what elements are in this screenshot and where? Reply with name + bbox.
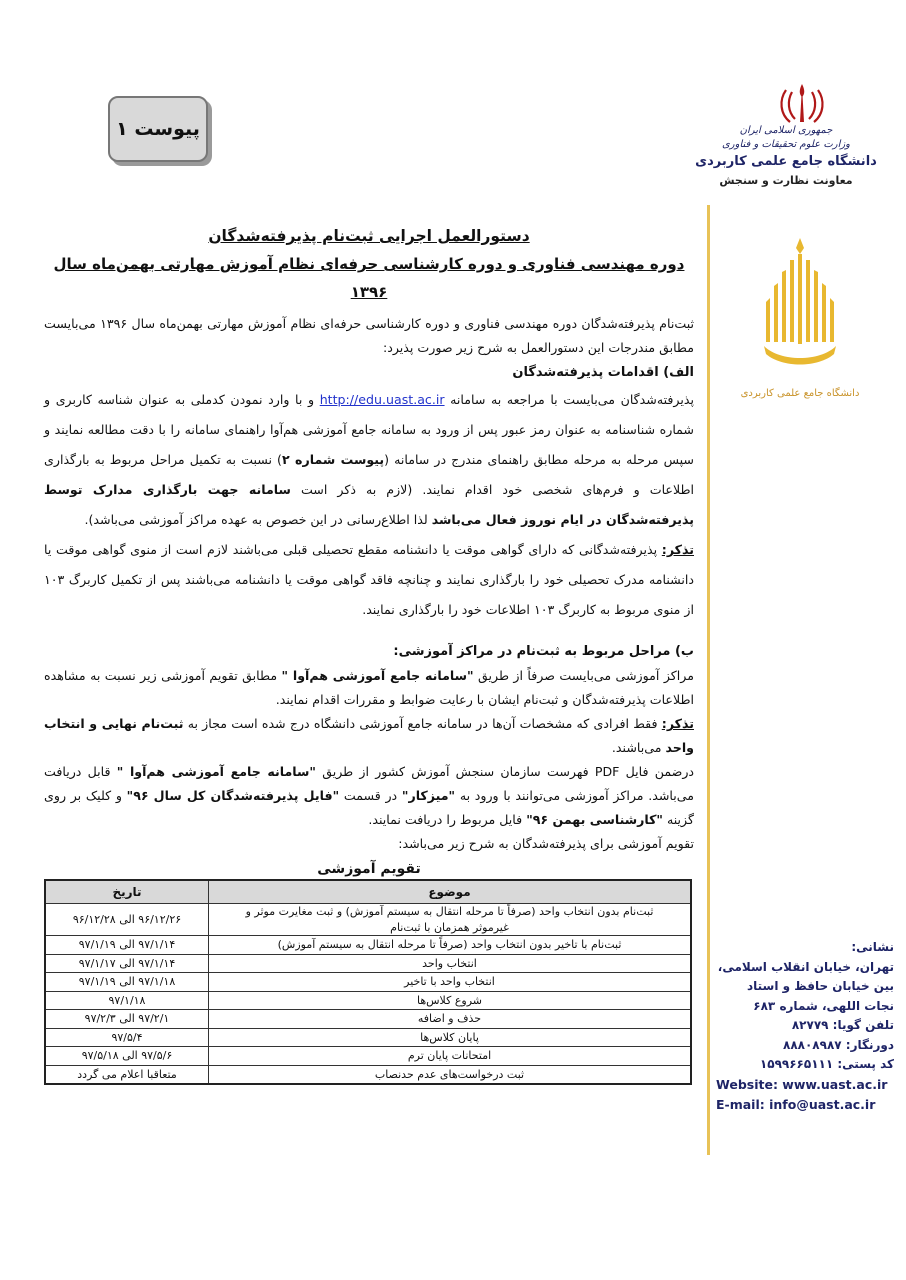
section-b-paragraph-1 xyxy=(44,664,694,712)
phone: تلفن گویا: ۸۲۷۷۹ xyxy=(791,1018,894,1032)
table-row xyxy=(45,1028,691,1047)
edu-portal-link[interactable]: http://edu.uast.ac.ir xyxy=(319,392,445,407)
section-b-paragraph-2 xyxy=(44,760,694,832)
text-run: فایل مربوط را دریافت نمایند. xyxy=(368,812,523,827)
date-cell: ۹۶/۱۲/۲۶ الی ۹۶/۱۲/۲۸ xyxy=(45,904,209,936)
date-cell: ۹۷/۲/۱ الی ۹۷/۲/۳ xyxy=(45,1010,209,1029)
date-cell: متعاقبا اعلام می گردد xyxy=(45,1065,209,1084)
bold-run: سامانه جهت بارگذاری مدارک توسط پذیرفته‌شدگان در ایام نوروز فعال می‌باشد xyxy=(44,482,694,527)
iran-emblem-icon xyxy=(776,82,828,128)
date-cell: ۹۷/۵/۴ xyxy=(45,1028,209,1047)
ministry-line: وزارت علوم تحقیقات و فناوری xyxy=(721,139,851,150)
subject-cell: شروع کلاس‌ها xyxy=(209,991,692,1010)
bold-run: "سامانه جامع آموزشی هم‌آوا " xyxy=(281,668,474,683)
subject-cell: انتخاب واحد xyxy=(209,954,692,973)
text-run: مراکز آموزشی می‌بایست صرفاً از طریق xyxy=(478,668,694,683)
table-header-row xyxy=(45,880,691,904)
text-run: ) نسبت به تکمیل مراحل مربوط به بارگذاری اطلاعات و فرم‌های شخصی خود اقدام نمایند. (لازم به ذکر است xyxy=(44,452,694,497)
academic-calendar-table xyxy=(44,879,692,1085)
text-run: پذیرفته‌شدگان می‌بایست با مراجعه به سامانه xyxy=(450,392,694,407)
column-header-date: تاریخ xyxy=(45,880,209,904)
date-cell: ۹۷/۱/۱۴ الی ۹۷/۱/۱۹ xyxy=(45,936,209,955)
subject-cell: ثبت درخواست‌های عدم حدنصاب xyxy=(209,1065,692,1084)
text-run: و با وارد نمودن کدملی به عنوان شناسه کاربری و شماره شناسنامه به عنوان رمز عبور پس از ورود به سامانه جامع آموزشی هم‌آوا راهنمای سامانه را با دقت مطالعه نمایند و سپس مرحله به مرحله مطابق راهنمای مندرج در سامانه ( xyxy=(44,392,694,467)
document-subtitle: دوره مهندسی فناوری و دوره کارشناسی حرفه‌ای نظام آموزش مهارتی بهمن‌ماه سال ۱۳۹۶ xyxy=(53,255,685,301)
bold-run: پیوست شماره ۲ xyxy=(281,452,385,467)
bold-run: "سامانه جامع آموزشی هم‌آوا " xyxy=(116,764,316,779)
attachment-label: پیوست ۱ xyxy=(108,96,208,162)
fax: دورنگار: ۸۸۸۰۸۹۸۷ xyxy=(783,1037,894,1052)
university-name: دانشگاه جامع علمی کاربردی xyxy=(695,154,877,169)
table-row xyxy=(45,954,691,973)
document-body xyxy=(44,222,694,1085)
table-row xyxy=(45,936,691,955)
section-a-note xyxy=(44,535,694,625)
university-logo xyxy=(740,238,860,428)
section-b-note xyxy=(44,712,694,760)
text-run: قابل دریافت می‌باشد. مراکز آموزشی می‌توانند با ورود به xyxy=(44,764,694,803)
intro-paragraph: ثبت‌نام پذیرفته‌شدگان دوره مهندسی فناوری و دوره کارشناسی حرفه‌ای نظام آموزش مهارتی بهمن‌ماه سال ۱۳۹۶ می‌بایست مطابق مندرجات این دستورالعمل به شرح زیر صورت پذیرد: xyxy=(44,316,694,355)
section-a-heading: الف) اقدامات پذیرفته‌شدگان xyxy=(512,365,694,380)
address-line-3: نجات اللهی، شماره ۶۸۳ xyxy=(753,998,894,1013)
text-run: می‌باشند. xyxy=(611,740,662,755)
address-line-2: بین خیابان حافظ و استاد xyxy=(746,979,894,993)
address-label: نشانی: xyxy=(851,940,894,954)
date-cell: ۹۷/۱/۱۴ الی ۹۷/۱/۱۷ xyxy=(45,954,209,973)
note-label: تذکر: xyxy=(661,542,694,557)
email-link[interactable]: E-mail: info@uast.ac.ir xyxy=(716,1096,876,1112)
date-cell: ۹۷/۱/۱۸ xyxy=(45,991,209,1010)
text-run: فقط افرادی که مشخصات آن‌ها در سامانه جامع آموزشی دانشگاه درج شده است مجاز به xyxy=(187,716,658,731)
subject-cell: امتحانات پایان ترم xyxy=(209,1047,692,1066)
website-link[interactable]: Website: www.uast.ac.ir xyxy=(716,1076,888,1092)
note-label: تذکر: xyxy=(661,716,694,731)
bold-run: ثبت‌نام نهایی و انتخاب واحد xyxy=(44,716,694,755)
column-header-subject: موضوع xyxy=(209,880,692,904)
text-run: در قسمت xyxy=(343,788,398,803)
bold-run: "کارشناسی بهمن ۹۶" xyxy=(526,812,663,827)
university-header xyxy=(686,124,886,190)
section-a-paragraph xyxy=(44,385,694,535)
subject-cell: پایان کلاس‌ها xyxy=(209,1028,692,1047)
section-b-heading: ب) مراحل مربوط به ثبت‌نام در مراکز آموزشی: xyxy=(393,644,694,659)
subject-cell: انتخاب واحد با تاخیر xyxy=(209,973,692,992)
subject-cell: ثبت‌نام با تاخیر بدون انتخاب واحد (صرفاً تا مرحله انتقال به سیستم آموزش) xyxy=(209,936,692,955)
logo-text: دانشگاه جامع علمی کاربردی xyxy=(740,388,860,399)
section-b-paragraph-3: تقویم آموزشی برای پذیرفته‌شدگان به شرح زیر می‌باشد: xyxy=(398,836,694,851)
table-row xyxy=(45,1010,691,1029)
subject-cell: ثبت‌نام بدون انتخاب واحد (صرفاً تا مرحله انتقال به سیستم آموزش) و ثبت مغایرت موثر و غیرموثر همزمان با ثبت‌نام xyxy=(209,904,692,936)
address-line-1: تهران، خیابان انقلاب اسلامی، xyxy=(717,959,894,974)
table-row xyxy=(45,904,691,936)
text-run: پذیرفته‌شدگانی که دارای گواهی موقت یا دانشنامه مقطع تحصیلی قبلی می‌باشند لازم است از منوی گواهی موقت یا دانشنامه مدرک تحصیلی خود را بارگذاری نمایند و چنانچه فاقد گواهی موقت یا دانشنامه می‌باشند پس از تکمیل کاربرگ ۱۰۳ از منوی مربوط به کاربرگ ۱۰۳ اطلاعات خود را بارگذاری نمایند. xyxy=(44,542,694,617)
text-run: لذا اطلاع‌رسانی در این خصوص به عهده مراکز آموزشی می‌باشد). xyxy=(84,512,428,527)
bold-run: "میزکار" xyxy=(401,788,456,803)
document-title: دستورالعمل اجرایی ثبت‌نام پذیرفته‌شدگان xyxy=(208,227,530,245)
gold-divider xyxy=(707,205,710,1155)
bold-run: "فایل پذیرفته‌شدگان کل سال ۹۶" xyxy=(126,788,340,803)
text-run: مطابق تقویم آموزشی زیر نسبت به مشاهده اطلاعات پذیرفته‌شدگان و ثبت‌نام ایشان با رعایت ضوابط و مقررات اقدام نمایند. xyxy=(44,668,694,707)
contact-block xyxy=(716,938,894,1115)
department-name: معاونت نظارت و سنجش xyxy=(719,174,853,187)
table-row xyxy=(45,991,691,1010)
table-row xyxy=(45,973,691,992)
table-row xyxy=(45,1065,691,1084)
date-cell: ۹۷/۵/۶ الی ۹۷/۵/۱۸ xyxy=(45,1047,209,1066)
text-run: درضمن فایل PDF فهرست سازمان سنجش آموزش کشور از طریق xyxy=(322,764,695,779)
text-run: و کلیک بر روی گزینه xyxy=(44,788,694,827)
subject-cell: حذف و اضافه xyxy=(209,1010,692,1029)
date-cell: ۹۷/۱/۱۸ الی ۹۷/۱/۱۹ xyxy=(45,973,209,992)
calendar-title: تقویم آموزشی xyxy=(317,861,421,877)
republic-line: جمهوری اسلامی ایران xyxy=(739,125,833,136)
postal-code: کد پستی: ۱۵۹۹۶۶۵۱۱۱ xyxy=(759,1057,894,1071)
table-row xyxy=(45,1047,691,1066)
